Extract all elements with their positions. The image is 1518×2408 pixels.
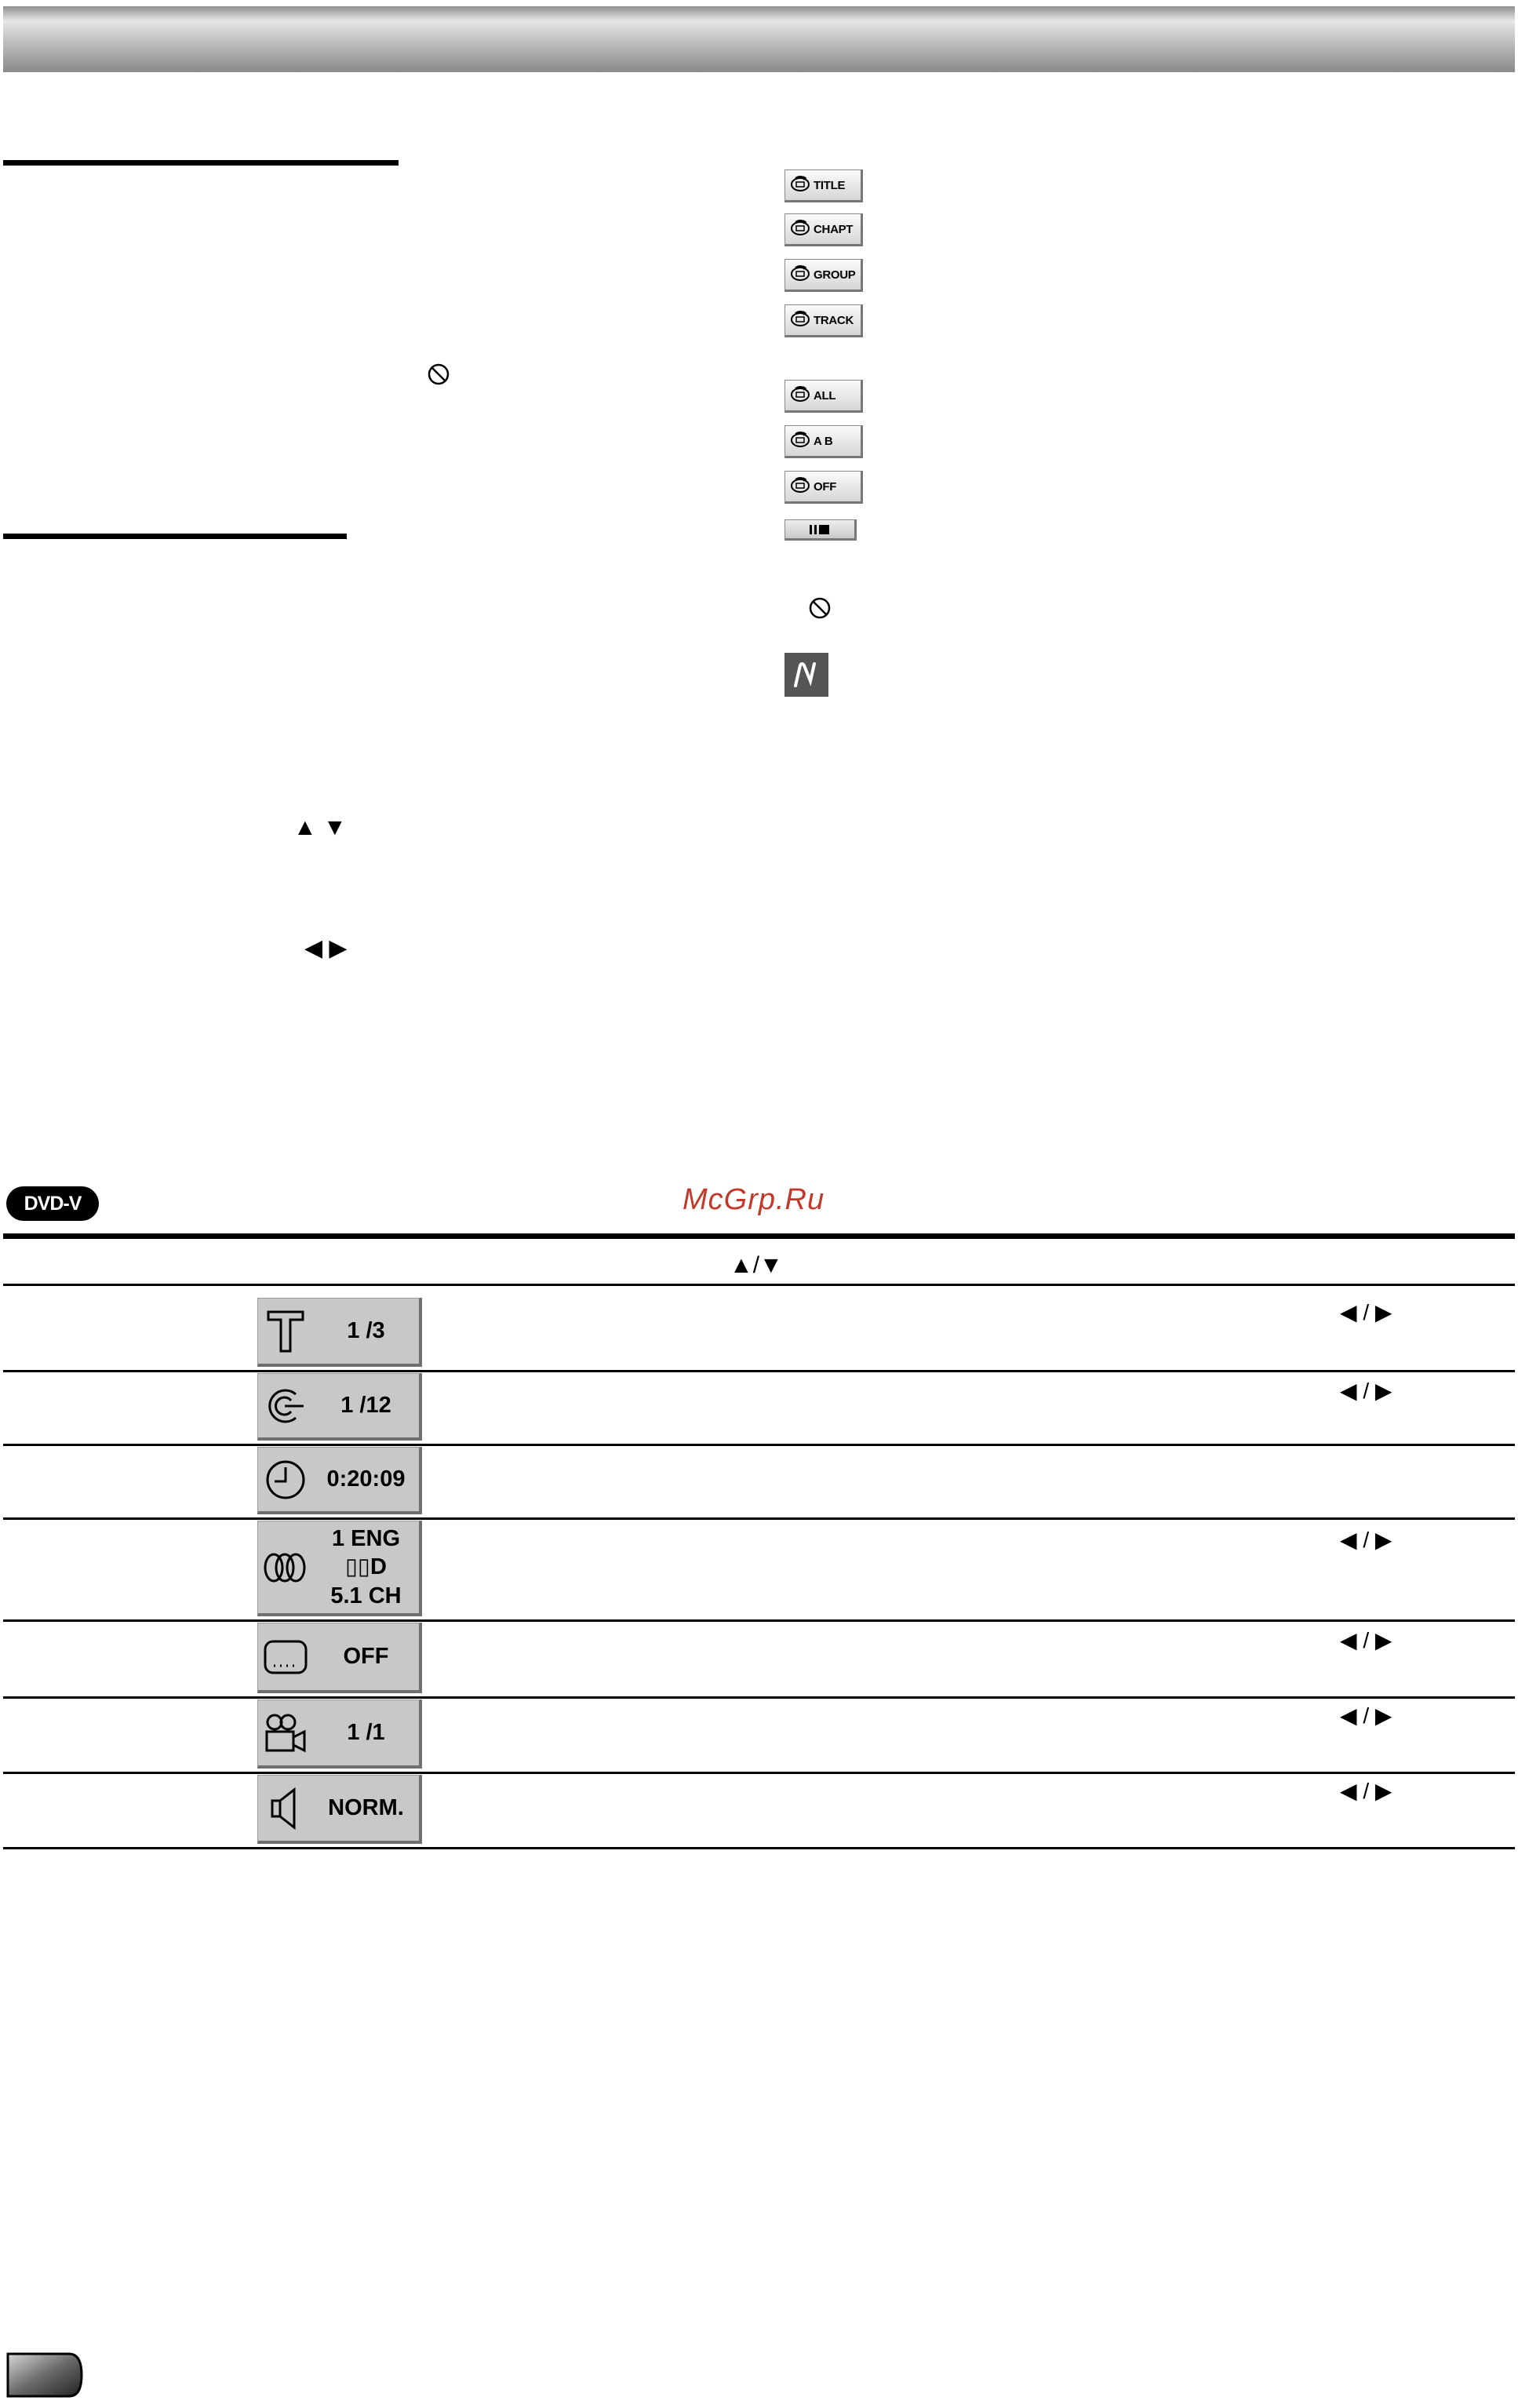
repeat-disc-icon [790, 175, 810, 196]
pause-stop-button-icon [784, 519, 857, 541]
osd-value: 1 /3 [347, 1318, 385, 1344]
repeat-legend-button [784, 471, 863, 504]
left-right-selector-arrows: ◀ / ▶ [1340, 1300, 1392, 1324]
left-right-selector-arrows: ◀ / ▶ [1340, 1703, 1392, 1728]
repeat-legend-button [784, 169, 863, 202]
page-tab-icon [5, 2351, 85, 2399]
osd-display-box [257, 1623, 422, 1693]
section-rule-2 [3, 534, 347, 539]
repeat-disc-icon [790, 476, 810, 497]
table-row-rule [3, 1847, 1515, 1849]
left-right-selector-arrows: ◀ / ▶ [1340, 1628, 1392, 1652]
repeat-legend-button [784, 259, 863, 292]
subtitle-icon [258, 1639, 313, 1675]
osd-value: OFF [343, 1644, 389, 1670]
table-row-rule [3, 1370, 1515, 1372]
osd-value: 1 /1 [347, 1720, 385, 1746]
header-bar [3, 6, 1515, 72]
title-icon [258, 1309, 313, 1354]
repeat-legend-label: OFF [814, 479, 837, 494]
osd-display-box [257, 1298, 422, 1367]
repeat-disc-icon [790, 310, 810, 331]
osd-value: NORM. [328, 1795, 404, 1821]
repeat-legend-button [784, 425, 863, 458]
osd-display-box [257, 1699, 422, 1769]
prohibited-icon [425, 361, 452, 392]
repeat-disc-icon [790, 219, 810, 240]
repeat-legend-label: ALL [814, 388, 836, 403]
repeat-legend-label: TITLE [814, 178, 846, 192]
section-rule-1 [3, 160, 399, 166]
repeat-legend-label: GROUP [814, 268, 856, 282]
audio-icon [258, 1552, 313, 1583]
repeat-legend-button [784, 213, 863, 246]
table-up-down-arrows: ▲/▼ [730, 1252, 783, 1278]
osd-display-box [257, 1373, 422, 1441]
repeat-disc-icon [790, 385, 810, 406]
table-row-rule [3, 1619, 1515, 1622]
left-right-arrows: ◀ ▶ [304, 935, 348, 961]
angle-camera-icon [258, 1712, 313, 1754]
left-right-selector-arrows: ◀ / ▶ [1340, 1528, 1392, 1552]
repeat-legend-label: CHAPT [814, 222, 854, 236]
up-down-arrows: ▲ ▼ [293, 814, 347, 840]
note-icon [784, 653, 828, 697]
left-right-selector-arrows: ◀ / ▶ [1340, 1779, 1392, 1803]
repeat-legend-button [784, 304, 863, 337]
watermark: McGrp.Ru [683, 1183, 825, 1216]
osd-value: ▯▯D [345, 1554, 387, 1580]
sound-speaker-icon [258, 1786, 313, 1831]
table-row-rule [3, 1772, 1515, 1774]
repeat-legend-label: TRACK [814, 313, 854, 327]
repeat-legend-label: A B [814, 434, 833, 448]
osd-value: 5.1 CH [330, 1583, 402, 1608]
prohibited-icon-right [806, 595, 833, 625]
repeat-legend-button [784, 380, 863, 413]
chapter-icon [258, 1385, 313, 1427]
dvd-v-badge: DVD-V [6, 1186, 99, 1221]
left-right-selector-arrows: ◀ / ▶ [1340, 1379, 1392, 1403]
repeat-disc-icon [790, 431, 810, 452]
table-row-rule [3, 1696, 1515, 1699]
osd-display-box [257, 1447, 422, 1514]
table-row-rule [3, 1444, 1515, 1446]
table-row-rule [3, 1517, 1515, 1520]
osd-value: 1 ENG [331, 1526, 401, 1552]
repeat-disc-icon [790, 264, 810, 286]
osd-display-box [257, 1521, 422, 1616]
osd-value: 0:20:09 [326, 1466, 406, 1492]
table-top-rule [3, 1233, 1515, 1239]
osd-display-box [257, 1775, 422, 1844]
clock-icon [258, 1458, 313, 1502]
table-header-rule [3, 1284, 1515, 1286]
osd-value: 1 /12 [340, 1393, 391, 1419]
